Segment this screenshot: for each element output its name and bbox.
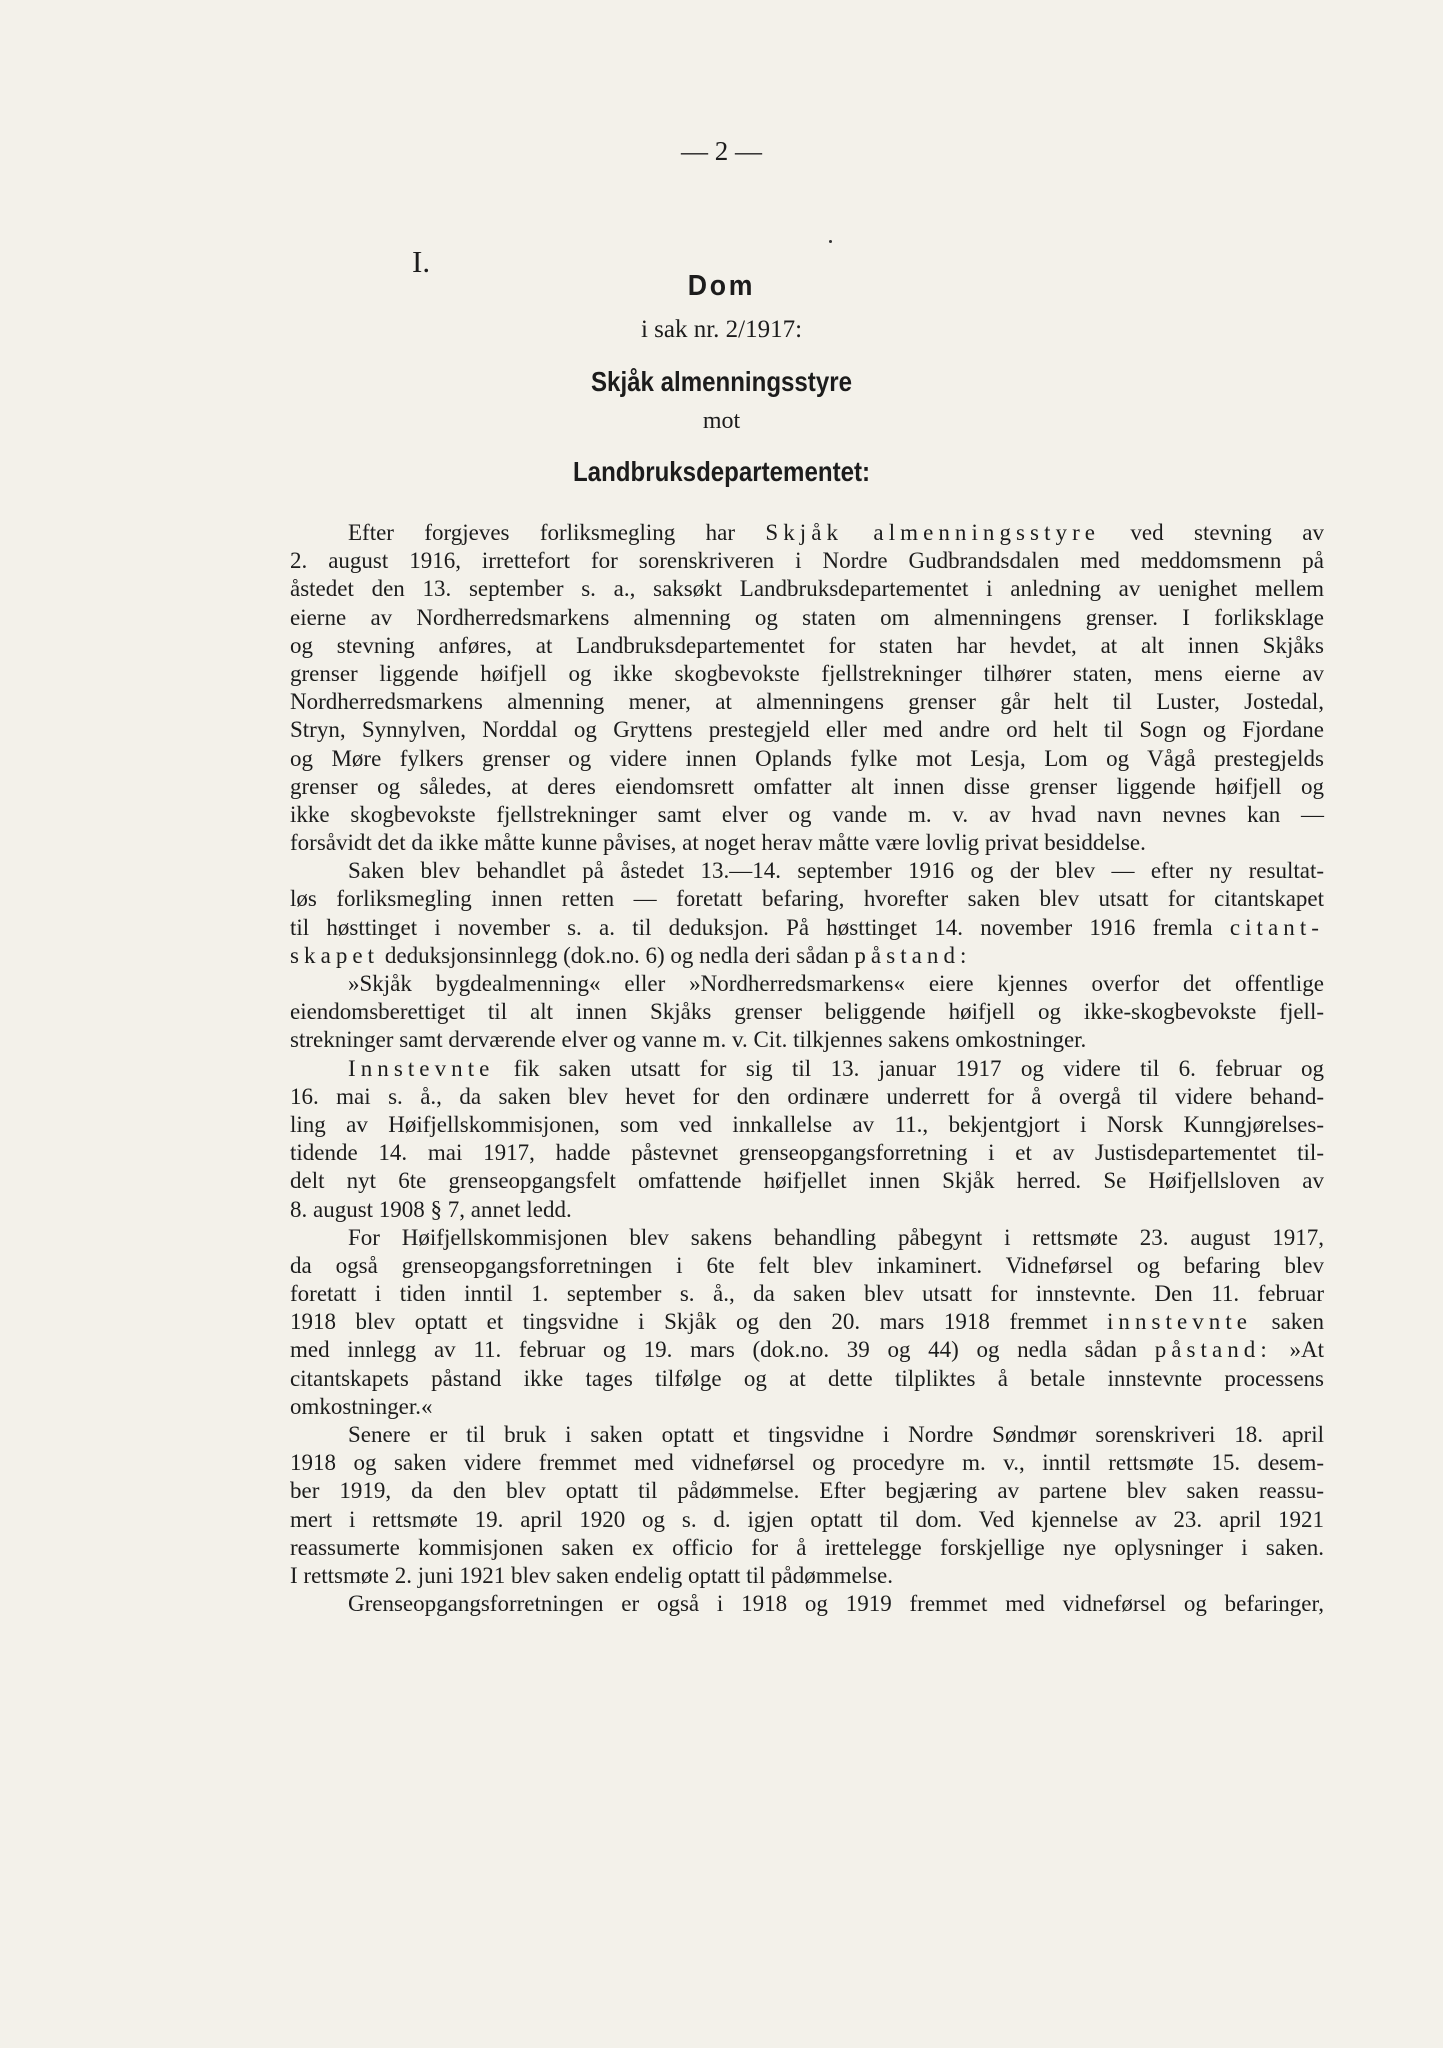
versus-label: mot: [702, 408, 741, 434]
section-numeral: I.: [412, 244, 431, 279]
body-line: ber 1919, da den blev optatt til pådømmelse. Efter begjæring av partene blev saken reassu-: [290, 1478, 1324, 1504]
body-line: åstedet den 13. september s. a., saksøkt Landbruksdepartementet i anledning av uenighet mellem: [290, 576, 1324, 602]
body-line: Stryn, Synnylven, Norddal og Gryttens prestegjeld eller med andre ord helt til Sogn og Fjordane: [290, 717, 1324, 743]
body-line: Innstevnte fik saken utsatt for sig til 13. januar 1917 og videre til 6. februar og: [348, 1055, 1324, 1081]
body-line: grenser liggende høifjell og ikke skogbevokste fjellstrekninger tilhører staten, mens eierne av: [290, 660, 1324, 686]
plaintiff-heading: Skjåk almenningsstyre: [590, 366, 852, 397]
body-line: 16. mai s. å., da saken blev hevet for den ordinære underrett for å overgå til videre behand-: [290, 1083, 1324, 1109]
case-number: i sak nr. 2/1917:: [640, 316, 803, 343]
body-line: skapet deduksjonsinnlegg (dok.no. 6) og nedla deri sådan påstand:: [290, 942, 972, 968]
body-line: For Høifjellskommisjonen blev sakens behandling påbegynt i rettsmøte 23. august 1917,: [348, 1224, 1324, 1250]
judgment-title: Dom: [687, 270, 756, 302]
body-line: omkostninger.«: [290, 1393, 433, 1419]
body-line: 1918 og saken videre fremmet med vidneførsel og procedyre m. v., inntil rettsmøte 15. desem-: [290, 1450, 1324, 1476]
body-line: citantskapets påstand ikke tages tilfølge og at dette tilpliktes å betale innstevnte processens: [290, 1365, 1324, 1391]
body-line: 1918 blev optatt et tingsvidne i Skjåk og den 20. mars 1918 fremmet innstevnte saken: [290, 1309, 1324, 1335]
body-line: forsåvidt det da ikke måtte kunne påvises, at noget herav måtte være lovlig privat besiddelse.: [290, 830, 1146, 856]
page-number: — 2 —: [681, 136, 762, 166]
body-line: tidende 14. mai 1917, hadde påstevnet grenseopgangsforretning i et av Justisdepartementet til-: [290, 1140, 1324, 1166]
body-line: eierne av Nordherredsmarkens almenning og staten om almenningens grenser. I forliksklage: [290, 604, 1324, 630]
body-line: løs forliksmegling innen retten — foretatt befaring, hvorefter saken blev utsatt for citantskapet: [290, 886, 1324, 912]
body-line: med innlegg av 11. februar og 19. mars (dok.no. 39 og 44) og nedla sådan påstand: »At: [290, 1337, 1325, 1363]
body-line: reassumerte kommisjonen saken ex officio for å irettelegge forskjellige nye oplysninger i saken.: [290, 1534, 1324, 1560]
body-line: Nordherredsmarkens almenning mener, at almenningens grenser går helt til Luster, Jostedal,: [290, 689, 1324, 715]
body-line: grenser og således, at deres eiendomsrett omfatter alt innen disse grenser liggende høifjell og: [290, 773, 1324, 799]
body-line: delt nyt 6te grenseopgangsfelt omfattende høifjellet innen Skjåk herred. Se Høifjellsloven av: [290, 1168, 1324, 1194]
body-line: og stevning anføres, at Landbruksdepartementet for staten har hevdet, at alt innen Skjåks: [290, 632, 1324, 658]
body-line: Efter forgjeves forliksmegling har Skjåk almenningsstyre ved stevning av: [348, 520, 1325, 545]
body-line: »Skjåk bygdealmenning« eller »Nordherredsmarkens« eiere kjennes overfor det offentlige: [348, 971, 1324, 996]
body-line: mert i rettsmøte 19. april 1920 og s. d. igjen optatt til dom. Ved kjennelse av 23. april 1921: [290, 1506, 1324, 1532]
body-line: Grenseopgangsforretningen er også i 1918 og 1919 fremmet med vidneførsel og befaringer,: [348, 1591, 1324, 1617]
defendant-heading: Landbruksdepartementet:: [572, 456, 871, 487]
body-line: I rettsmøte 2. juni 1921 blev saken endelig optatt til pådømmelse.: [290, 1562, 893, 1588]
body-line: 8. august 1908 § 7, annet ledd.: [290, 1196, 572, 1222]
judgment-body: [290, 519, 1324, 1618]
body-line: eiendomsberettiget til alt innen Skjåks grenser beliggende høifjell og ikke-skogbevokste fjell-: [290, 999, 1324, 1025]
body-line: til høsttinget i november s. a. til deduksjon. På høsttinget 14. november 1916 fremla citant-: [290, 914, 1324, 940]
body-line: da også grenseopgangsforretningen i 6te felt blev inkaminert. Vidneførsel og befaring blev: [290, 1252, 1324, 1278]
body-line: strekninger samt derværende elver og vanne m. v. Cit. tilkjennes sakens omkostninger.: [290, 1027, 1087, 1053]
body-line: ling av Høifjellskommisjonen, som ved innkallelse av 11., bekjentgjort i Norsk Kunngjørelses-: [290, 1111, 1324, 1137]
body-line: foretatt i tiden inntil 1. september s. å., da saken blev utsatt for innstevnte. Den 11. februar: [290, 1281, 1324, 1307]
body-line: Senere er til bruk i saken optatt et tingsvidne i Nordre Søndmør sorenskriveri 18. april: [348, 1422, 1324, 1447]
body-line: Saken blev behandlet på åstedet 13.—14. september 1916 og der blev — efter ny resultat-: [348, 858, 1324, 884]
body-line: ikke skogbevokste fjellstrekninger samt elver og vande m. v. av hvad navn nevnes kan —: [290, 801, 1324, 827]
body-line: 2. august 1916, irrettefort for sorenskriveren i Nordre Gudbrandsdalen med meddomsmenn på: [290, 548, 1324, 574]
body-line: og Møre fylkers grenser og videre innen Oplands fylke mot Lesja, Lom og Vågå prestegjelds: [290, 745, 1324, 771]
ink-speck: [829, 240, 832, 243]
